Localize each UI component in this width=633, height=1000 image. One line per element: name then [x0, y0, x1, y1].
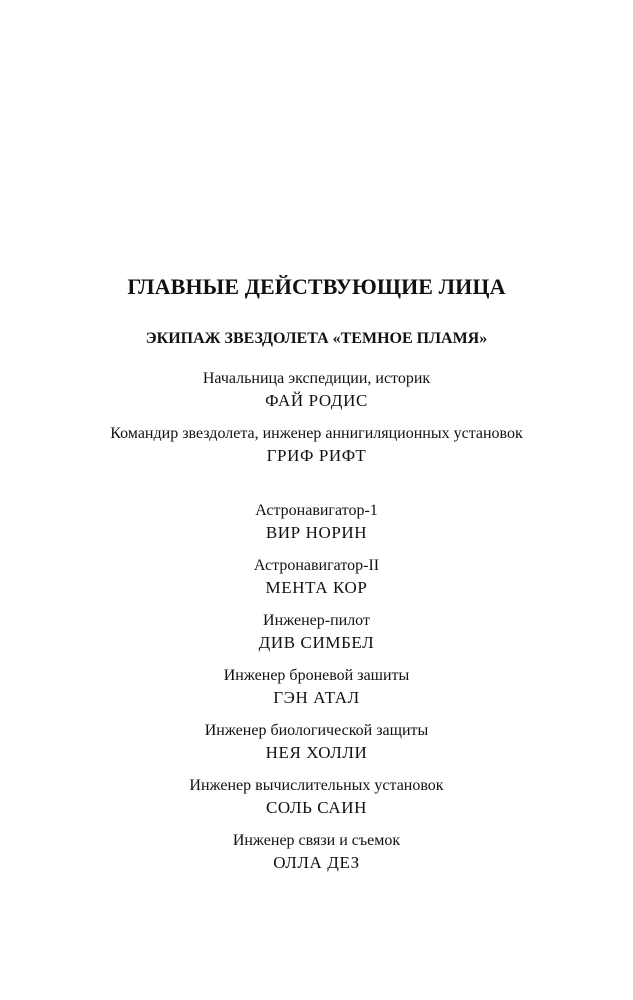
crew-member — [0, 775, 633, 830]
crew-role: Астронавигатор-1 — [255, 502, 378, 519]
crew-name: ГЭН АТАЛ — [273, 688, 360, 707]
crew-name: МЕНТА КОР — [265, 578, 368, 597]
crew-member — [0, 720, 633, 775]
crew-member — [0, 368, 633, 423]
crew-role: Инженер-пилот — [263, 612, 370, 629]
crew-name: ДИВ СИМБЕЛ — [258, 633, 375, 652]
crew-member — [0, 830, 633, 885]
crew-name: ВИР НОРИН — [265, 523, 368, 542]
crew-member — [0, 610, 633, 665]
crew-name: НЕЯ ХОЛЛИ — [265, 743, 368, 762]
crew-member — [0, 555, 633, 610]
page-title: ГЛАВНЫЕ ДЕЙСТВУЮЩИЕ ЛИЦА — [127, 274, 506, 299]
crew-name: СОЛЬ САИН — [265, 798, 368, 817]
crew-name: ОЛЛА ДЕЗ — [273, 853, 360, 872]
crew-name: ГРИФ РИФТ — [266, 446, 367, 465]
crew-role: Инженер вычислительных установок — [189, 777, 444, 794]
crew-role: Инженер связи и съемок — [232, 832, 401, 849]
crew-role: Астронавигатор-II — [253, 557, 380, 574]
crew-list — [0, 368, 633, 885]
crew-member — [0, 423, 633, 500]
crew-member — [0, 665, 633, 720]
section-subtitle: ЭКИПАЖ ЗВЕЗДОЛЕТА «ТЕМНОЕ ПЛАМЯ» — [145, 330, 488, 347]
crew-member — [0, 500, 633, 555]
crew-name: ФАЙ РОДИС — [265, 391, 368, 410]
crew-role: Инженер биологической защиты — [204, 722, 429, 739]
crew-role: Инженер броневой зашиты — [223, 667, 410, 684]
crew-role: Начальница экспедиции, историк — [202, 370, 431, 387]
crew-role: Командир звездолета, инженер аннигиляционных установок — [110, 425, 523, 442]
